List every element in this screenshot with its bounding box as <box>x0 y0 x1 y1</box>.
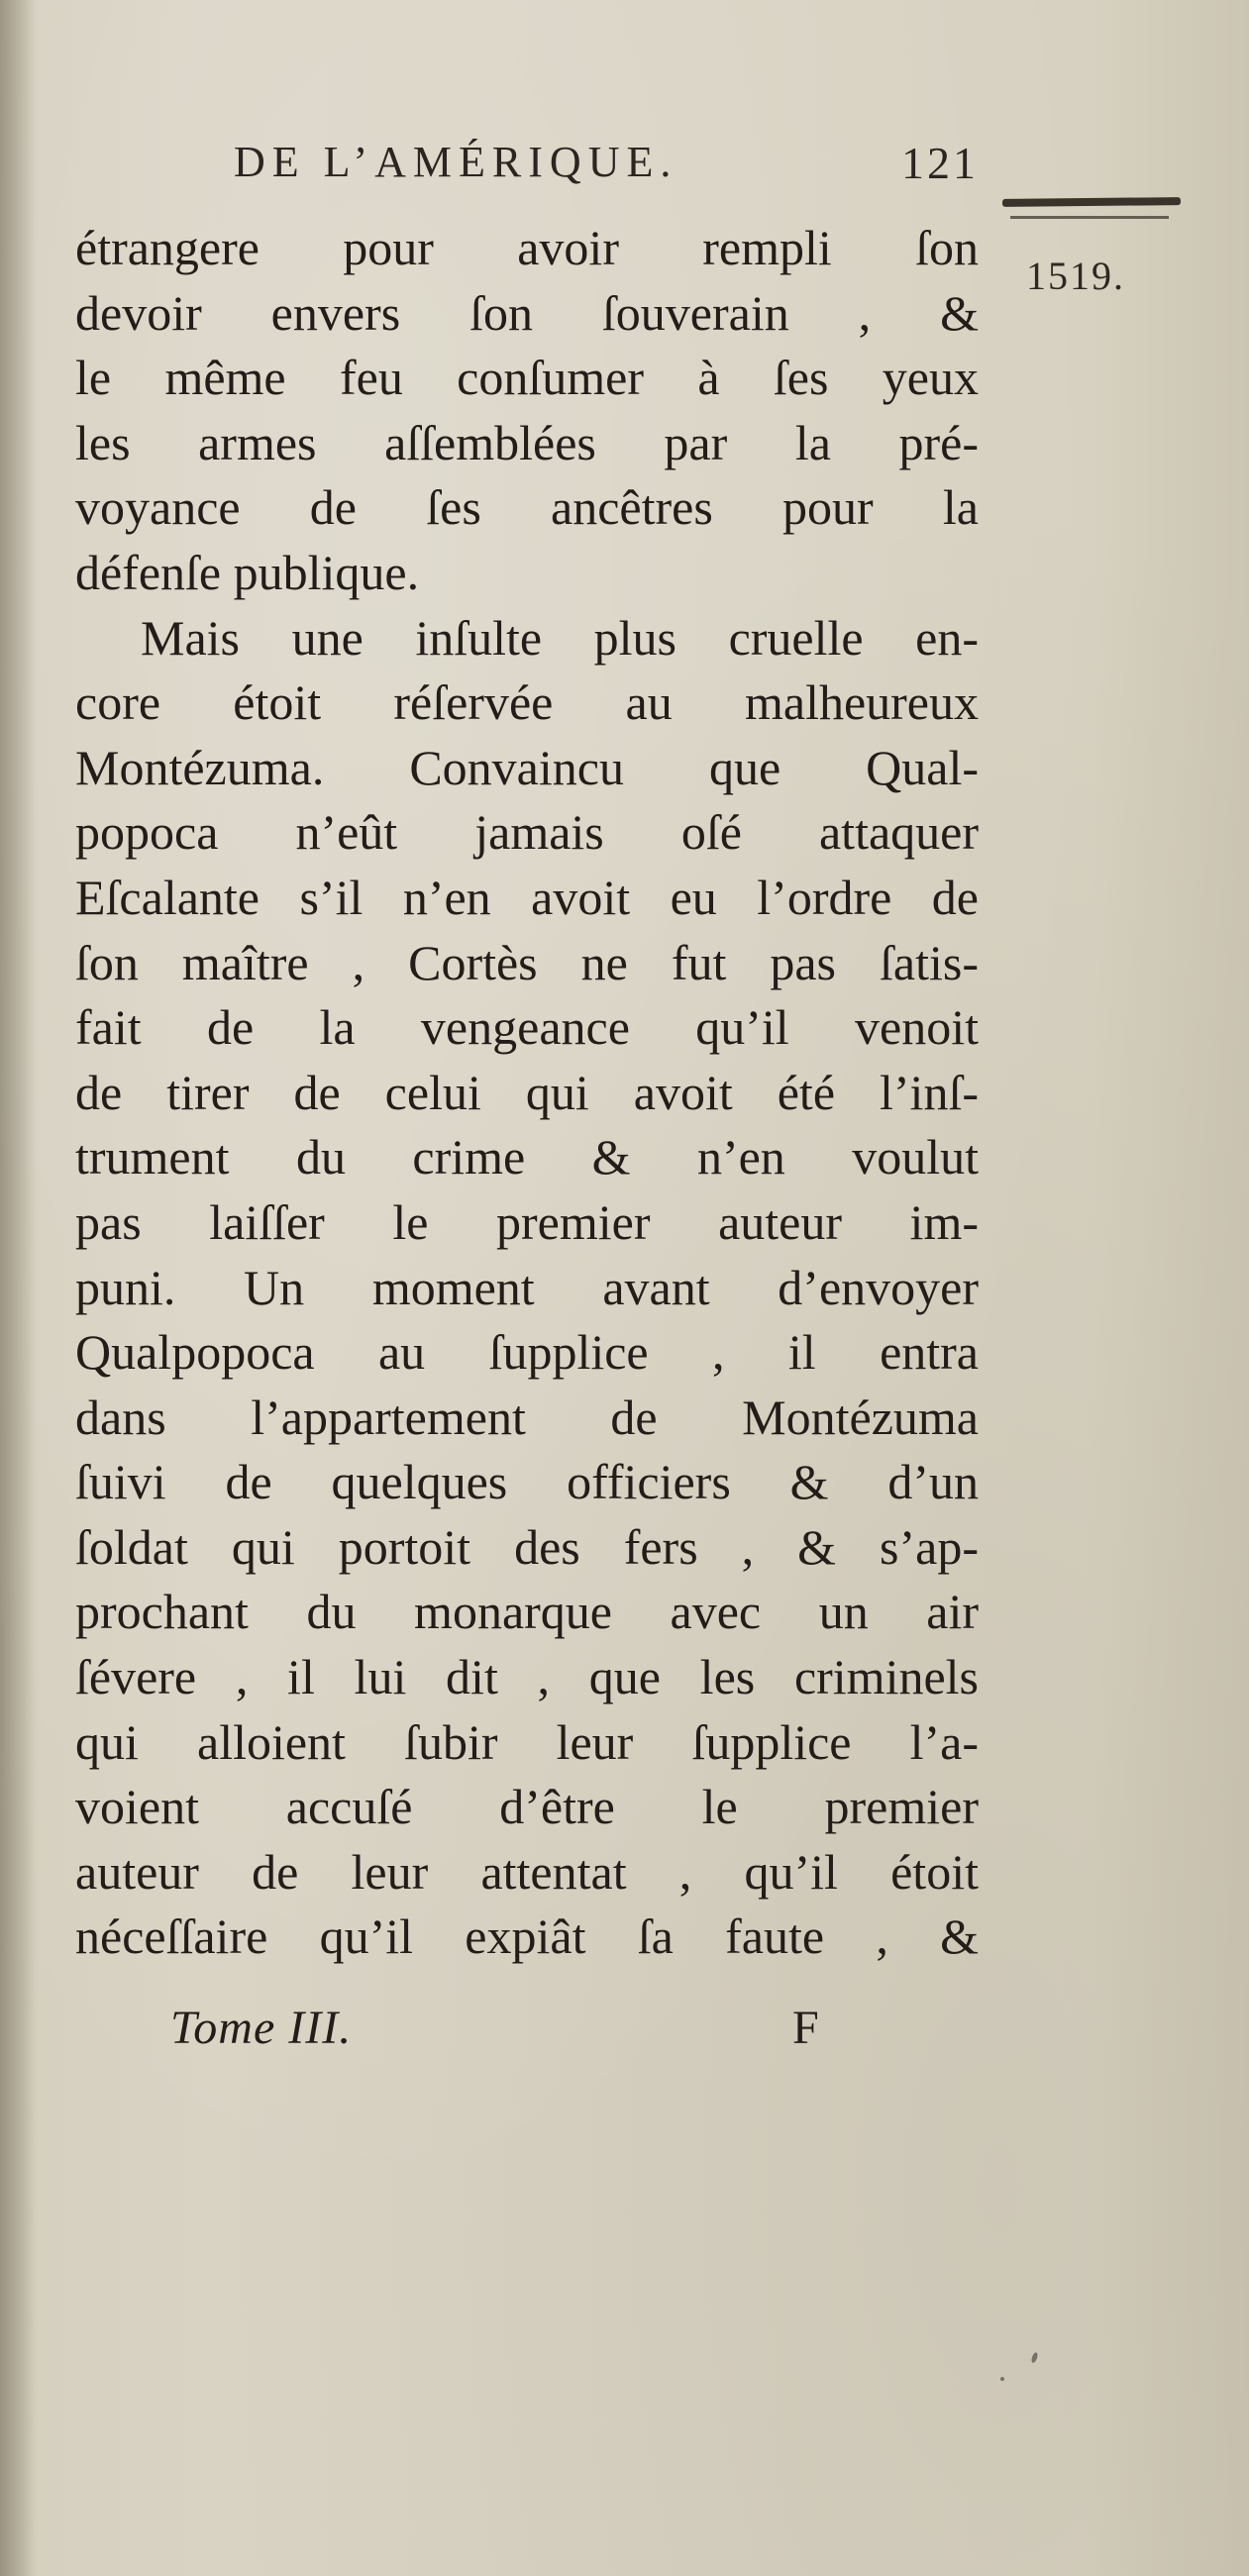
margin-year: 1519. <box>1026 254 1125 298</box>
text-line: puni. Un moment avant d’envoyer <box>75 1259 979 1315</box>
text-line: le même feu conſumer à ſes yeux <box>75 350 979 406</box>
text-line: voient accuſé d’être le premier <box>75 1779 979 1835</box>
text-line: fait de la vengeance qu’il venoit <box>75 999 979 1056</box>
text-line: étrangere pour avoir rempli ſon <box>75 220 979 275</box>
text-line: Mais une inſulte plus cruelle en- <box>141 609 979 666</box>
signature-mark: F <box>792 2002 819 2054</box>
text-line: les armes aſſemblées par la pré- <box>75 414 979 470</box>
spine-shadow <box>0 0 36 2576</box>
text-line: de tirer de celui qui avoit été l’inſ- <box>75 1064 979 1120</box>
text-line: prochant du monarque avec un air <box>75 1584 979 1640</box>
page-footer <box>0 2001 1249 2070</box>
text-line: néceſſaire qu’il expiât ſa faute , & <box>75 1908 979 1965</box>
body-text <box>75 216 979 1970</box>
margin-rule <box>1002 197 1181 207</box>
text-line: core étoit réſervée au malheureux <box>75 674 979 731</box>
text-line: Montézuma. Convaincu que Qual- <box>75 739 979 795</box>
text-line: Qualpopoca au ſupplice , il entra <box>75 1324 979 1381</box>
text-line: ſon maître , Cortès ne fut pas ſatis- <box>75 934 979 990</box>
text-line: Eſcalante s’il n’en avoit eu l’ordre de <box>75 869 979 925</box>
page-header <box>234 137 979 196</box>
text-line: voyance de ſes ancêtres pour la <box>75 479 979 536</box>
text-line: ſuivi de quelques officiers & d’un <box>75 1454 979 1510</box>
volume-label: Tome III. <box>170 2002 353 2054</box>
text-line: ſoldat qui portoit des fers , & s’ap- <box>75 1518 979 1575</box>
page-number: 121 <box>901 138 979 188</box>
text-line: défenſe publique. <box>75 544 420 600</box>
text-line: qui alloient ſubir leur ſupplice l’a- <box>75 1713 979 1770</box>
text-line: ſévere , il lui dit , que les criminels <box>75 1649 979 1705</box>
ink-speck <box>1030 2351 1038 2363</box>
text-line: dans l’appartement de Montézuma <box>75 1389 979 1445</box>
text-line: trument du crime & n’en voulut <box>75 1129 979 1185</box>
text-line: devoir envers ſon ſouverain , & <box>75 284 979 341</box>
text-line: auteur de leur attentat , qu’il étoit <box>75 1843 979 1900</box>
margin-rule-thin <box>1010 216 1169 219</box>
ink-speck <box>1000 2377 1004 2381</box>
text-line: popoca n’eût jamais oſé attaquer <box>75 804 979 861</box>
text-line: pas laiſſer le premier auteur im- <box>75 1193 979 1250</box>
running-title: DE L’AMÉRIQUE. <box>234 138 678 186</box>
